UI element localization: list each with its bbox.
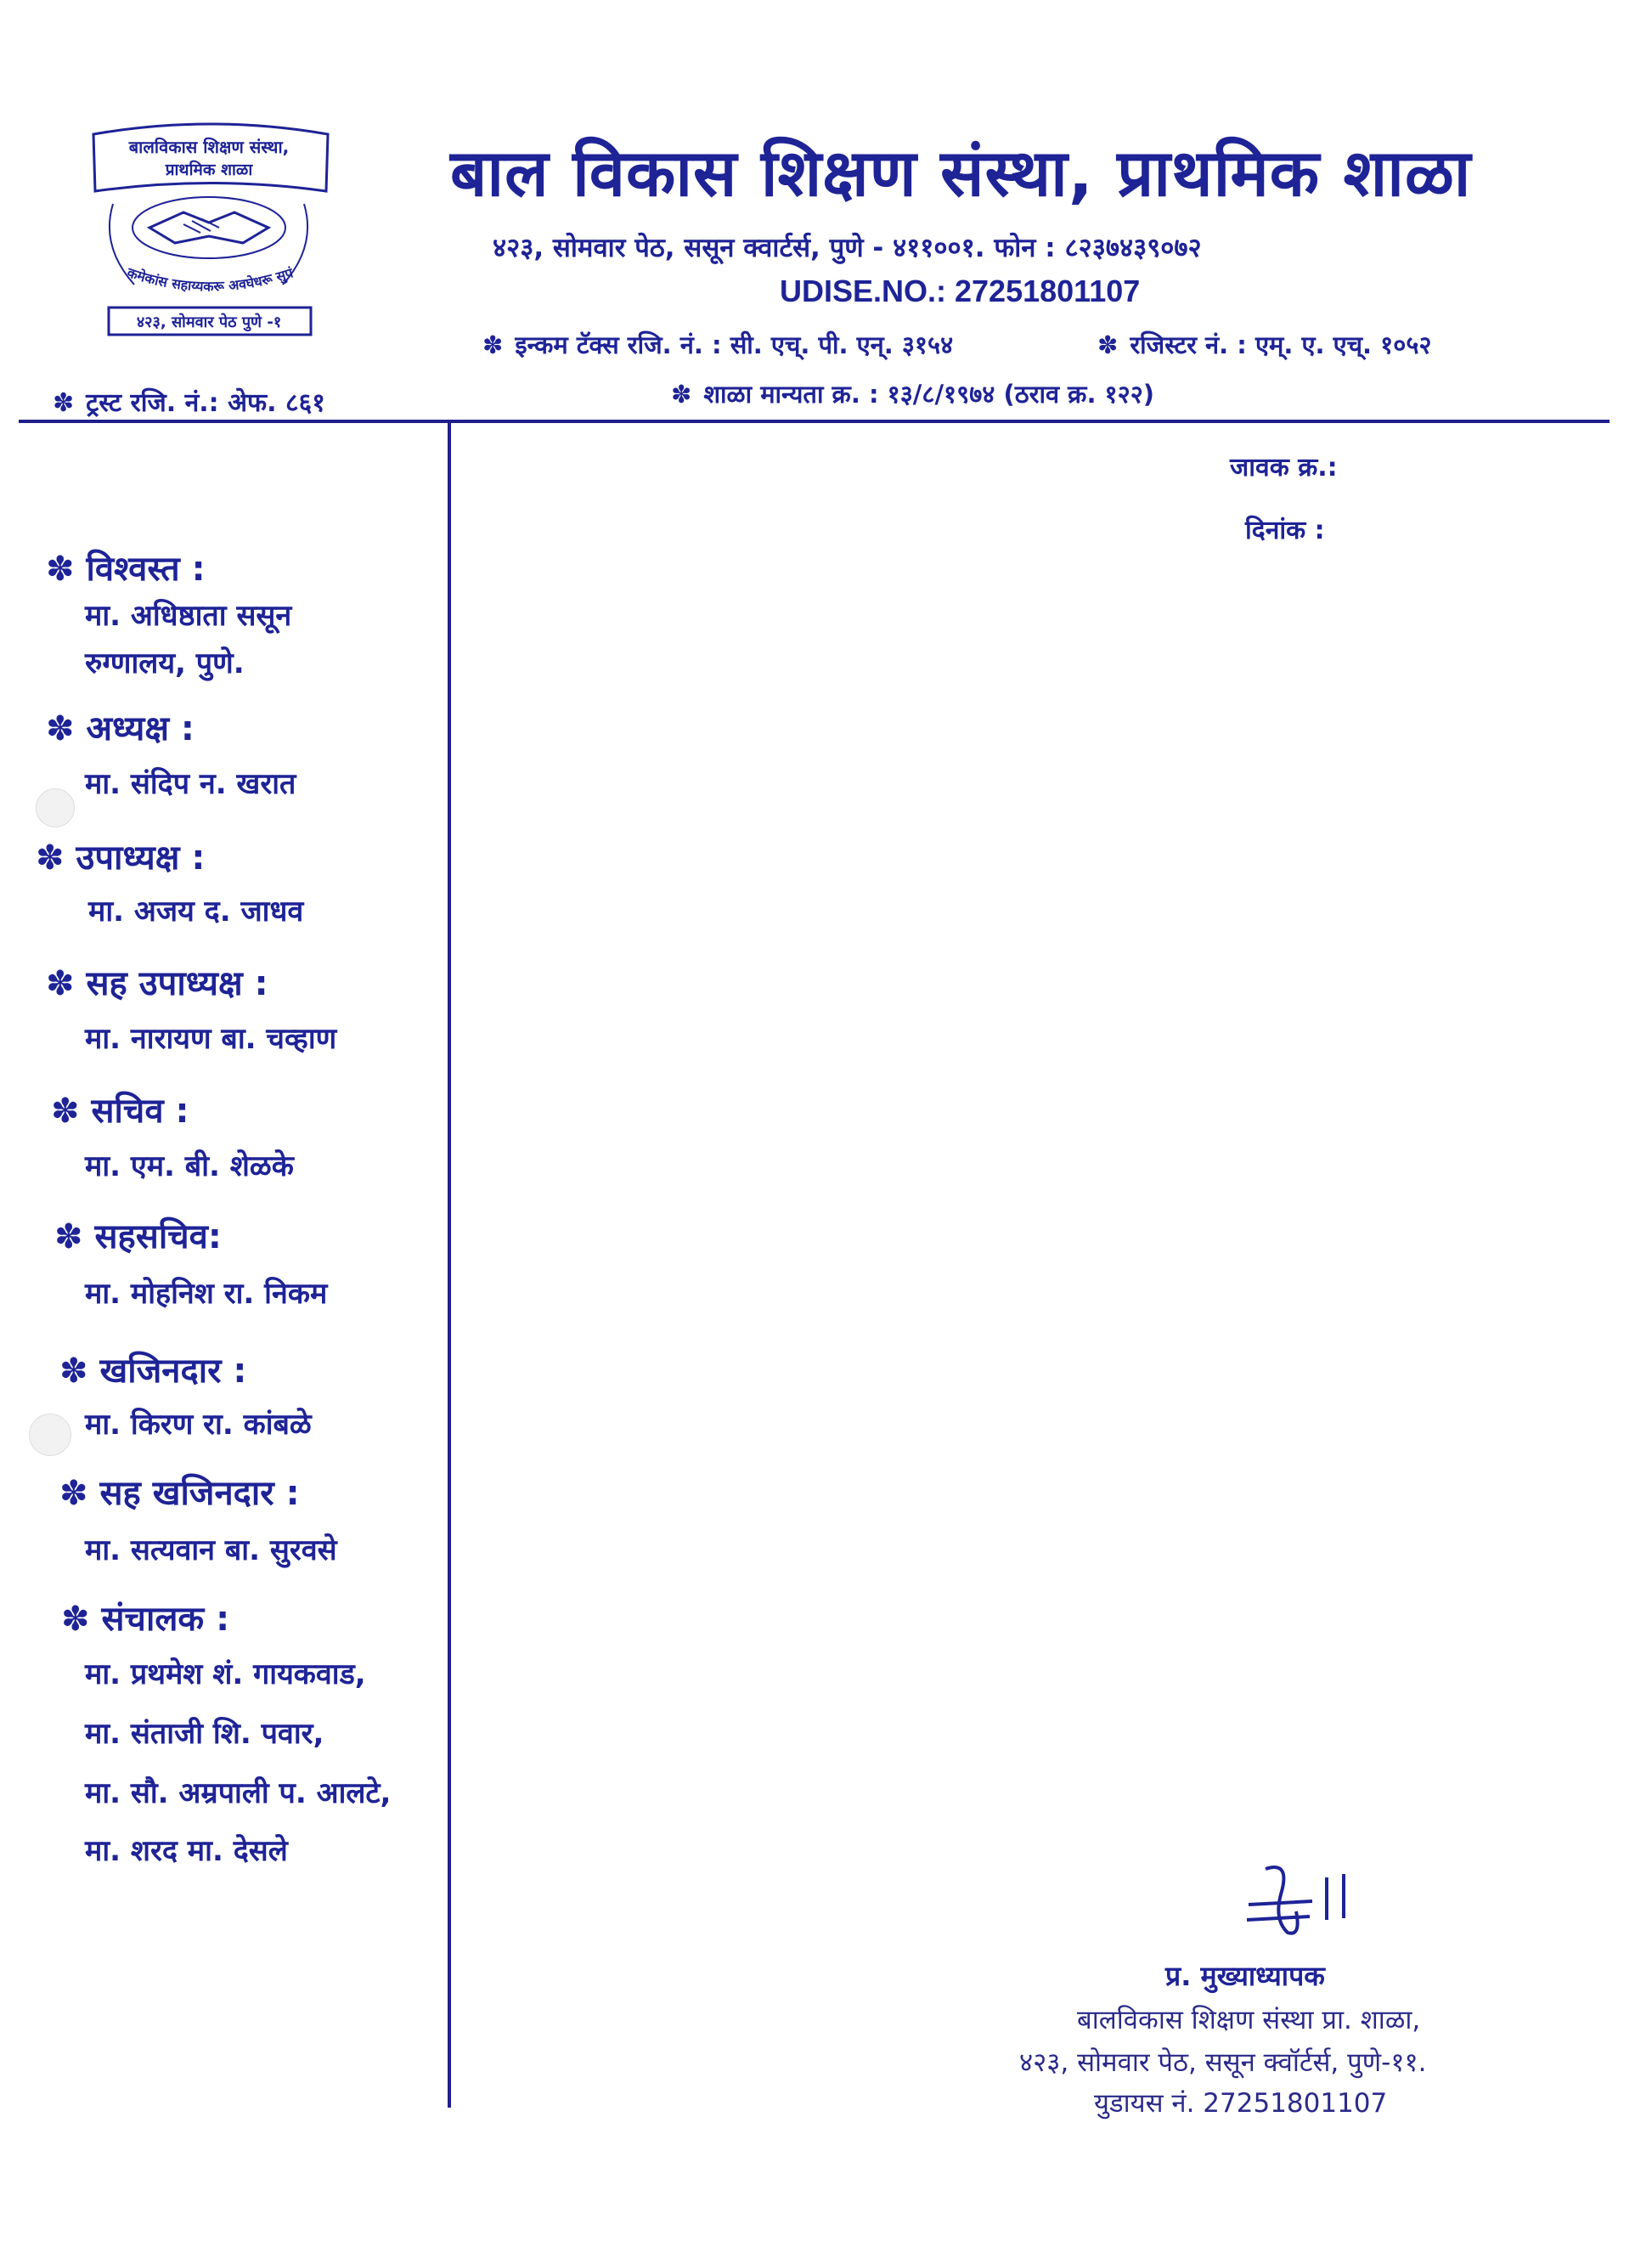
header-divider <box>19 420 1610 423</box>
star-icon: ✽ <box>46 550 75 589</box>
sidebar-heading <box>46 958 268 1005</box>
school-logo <box>75 119 342 344</box>
handshake-icon <box>132 197 285 258</box>
star-icon: ✽ <box>46 964 75 1003</box>
sidebar-member-name: मा. अजय द. जाधव <box>88 895 304 929</box>
income-tax-text: इन्कम टॅक्स रजि. नं. : सी. एच्. पी. एन्. ३१५४ <box>515 330 954 359</box>
trust-reg-text: ट्रस्ट रजि. नं.: अेफ. ८६१ <box>86 388 325 418</box>
sidebar-heading-text: विश्वस्त : <box>86 550 206 589</box>
star-icon: ✽ <box>53 388 75 418</box>
logo-arc-text: कमेकांस सहाय्यकरू अवघेधरू सुपं <box>125 264 296 295</box>
school-title: बाल विकास शिक्षण संस्था, प्राथमिक शाळा <box>450 135 1472 211</box>
register-text: रजिस्टर नं. : एम्. ए. एच्. १०५२ <box>1130 330 1432 359</box>
sidebar-heading <box>51 1086 189 1132</box>
sidebar-heading-text: खजिनदार : <box>99 1352 247 1391</box>
trust-registration <box>53 384 325 419</box>
logo-top-text-1: बालविकास शिक्षण संस्था, <box>128 137 290 157</box>
sidebar-member-name: मा. नारायण बा. चव्हाण <box>85 1022 337 1056</box>
logo-top-text-2: प्राथमिक शाळा <box>165 161 253 179</box>
star-icon: ✽ <box>61 1600 90 1639</box>
sidebar-member-name: मा. सौ. अम्रपाली प. आलटे, <box>85 1776 392 1810</box>
star-icon: ✽ <box>482 330 504 359</box>
footer-line-2: ४२३, सोमवार पेठ, ससून क्वॉर्टर्स, पुणे-११. <box>1019 2047 1427 2078</box>
sidebar-member-name: मा. शरद मा. देसले <box>85 1834 288 1868</box>
star-icon: ✽ <box>671 380 692 409</box>
sidebar-heading <box>59 1468 300 1515</box>
star-icon: ✽ <box>46 709 75 748</box>
footer-line-1: बालविकास शिक्षण संस्था प्रा. शाळा, <box>1077 2005 1421 2035</box>
sidebar-heading <box>54 1211 222 1258</box>
sidebar-heading <box>46 544 206 590</box>
star-icon: ✽ <box>54 1217 83 1256</box>
sidebar-member-name: मा. सत्यवान बा. सुरवसे <box>85 1533 337 1567</box>
sidebar-member-name: रुग्णालय, पुणे. <box>85 646 245 680</box>
school-address: ४२३, सोमवार पेठ, ससून क्वार्टर्स, पुणे - ४११००१. फोन : ८२३७४३९०७२ <box>493 233 1202 263</box>
star-icon: ✽ <box>36 838 65 878</box>
sidebar-heading <box>36 833 205 879</box>
punch-hole <box>29 1414 71 1456</box>
register-number <box>1097 328 1432 361</box>
sidebar-heading-text: संचालक : <box>101 1600 230 1639</box>
sidebar-heading-text: सचिव : <box>91 1092 189 1131</box>
sidebar-heading-text: सह उपाध्यक्ष : <box>86 964 268 1003</box>
sidebar-heading <box>59 1346 246 1392</box>
date-label: दिनांक : <box>1245 516 1325 545</box>
sidebar-member-name: मा. प्रथमेश शं. गायकवाड, <box>85 1657 366 1691</box>
logo-bottom-text: ४२३, सोमवार पेठ पुणे -१ <box>136 313 282 331</box>
footer-line-3: युडायस नं. 27251801107 <box>1094 2088 1388 2119</box>
sidebar-member-name: मा. एम. बी. शेळके <box>85 1149 294 1183</box>
star-icon: ✽ <box>59 1474 88 1513</box>
sidebar-member-name: मा. किरण रा. कांबळे <box>85 1408 312 1442</box>
outward-number-label: जावक क्र.: <box>1230 453 1338 483</box>
signature-mark <box>1232 1852 1384 1945</box>
star-icon: ✽ <box>1097 330 1119 359</box>
school-recognition <box>671 377 1154 410</box>
recognition-text: शाळा मान्यता क्र. : १३/८/१९७४ (ठराव क्र. १२२) <box>703 380 1155 409</box>
star-icon: ✽ <box>51 1092 80 1131</box>
sidebar-heading-text: अध्यक्ष : <box>86 709 195 748</box>
sidebar-member-name: मा. मोहनिश रा. निकम <box>85 1277 328 1311</box>
sidebar-heading-text: सह खजिनदार : <box>99 1474 300 1513</box>
udise-number: UDISE.NO.: 27251801107 <box>780 274 1141 308</box>
designation: प्र. मुख्याध्यापक <box>1165 1960 1325 1992</box>
sidebar-heading <box>61 1594 229 1640</box>
income-tax-reg <box>482 328 953 361</box>
sidebar-member-name: मा. अधिष्ठाता ससून <box>85 599 292 633</box>
sidebar-member-name: मा. संदिप न. खरात <box>85 767 296 801</box>
punch-hole <box>36 788 75 827</box>
sidebar-heading-text: सहसचिव: <box>94 1217 222 1256</box>
sidebar-heading <box>46 703 195 750</box>
sidebar-member-name: मा. संताजी शि. पवार, <box>85 1717 324 1751</box>
sidebar-heading-text: उपाध्यक्ष : <box>76 838 206 878</box>
column-divider <box>448 421 451 2108</box>
star-icon: ✽ <box>59 1352 88 1391</box>
